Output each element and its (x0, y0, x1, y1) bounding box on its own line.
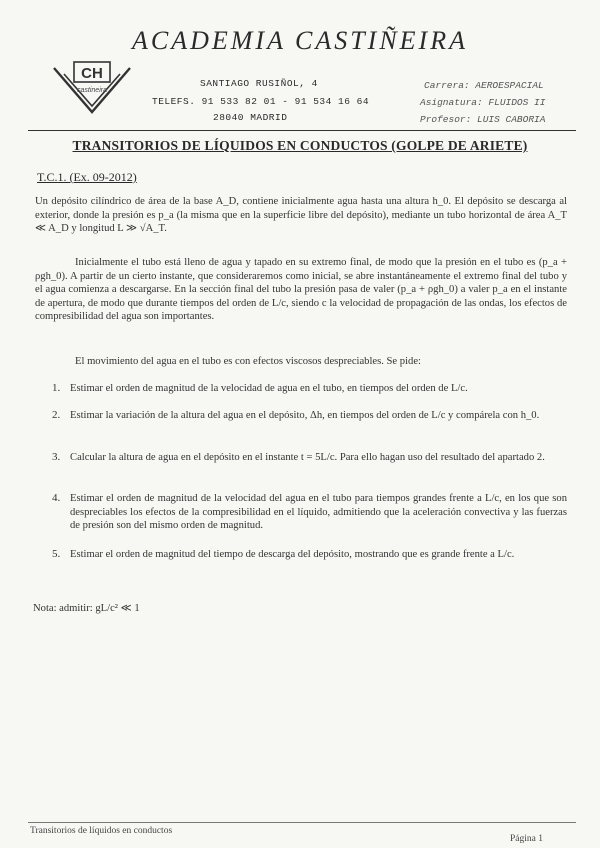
subject-line: Asignatura: FLUIDOS II (420, 97, 546, 108)
section-title: TRANSITORIOS DE LÍQUIDOS EN CONDUCTOS (GOLPE DE ARIETE) (72, 138, 528, 153)
item-number: 5. (52, 548, 61, 560)
item-text: Estimar el orden de magnitud del tiempo de descarga del depósito, mostrando que es grande frente a L/c. (70, 549, 515, 560)
item-text: Calcular la altura de agua en el depósito en el instante t = 5L/c. Para ello hagan uso del resultado del apartado 2. (70, 452, 545, 463)
city-line: 28040 MADRID (213, 112, 288, 123)
item-number: 2. (52, 409, 61, 421)
phone-line: TELEFS. 91 533 82 01 - 91 534 16 64 (152, 96, 370, 107)
item-number: 1. (52, 382, 61, 394)
item-text: Estimar el orden de magnitud de la velocidad del agua en el tubo para tiempos grandes frente a L/c, en los que son despreciables los efectos de la compresibilidad en el líquido, admitiendo que la aceleración convectiva y las fuerzas de presión son del mismo orden de magnitud. (70, 493, 567, 532)
academy-logo (50, 56, 134, 126)
item-number: 4. (52, 492, 61, 504)
item-text: Estimar el orden de magnitud de la velocidad de agua en el tubo, en tiempos del orden de L/c. (70, 383, 468, 394)
teacher-line: Profesor: LUIS CABORIA (420, 114, 546, 125)
academy-title: ACADEMIA CASTIÑEIRA (132, 26, 468, 55)
paragraph-2: Inicialmente el tubo está lleno de agua y tapado en su extremo final, de modo que la presión en el tubo es (p_a + ρgh_0). A partir de un cierto instante, que consideraremos como inicial, se abre instantáneamente el extremo final del tubo y el agua comienza a descargarse. En la sección final del tubo la presión pasa de valer (p_a + ρgh_0) a valer p_a en el instante de apertura, de modo que durante tiempos del orden de L/c, siendo c la velocidad de propagación de las ondas, los efectos de compresibilidad del agua son importantes. (35, 257, 567, 323)
item-number: 3. (52, 451, 61, 463)
paragraph-1: Un depósito cilíndrico de área de la base A_D, contiene inicialmente agua hasta una altura h_0. El depósito se descarga al exterior, donde la presión es p_a (la misma que en la superficie libre del depósito), mediante un tubo horizontal de área A_T ≪ A_D y longitud L ≫ √A_T. (35, 196, 567, 235)
logo-text: CH (81, 65, 103, 82)
exercise-id: T.C.1. (Ex. 09-2012) (37, 170, 137, 184)
footer-divider (28, 822, 576, 823)
address-line: SANTIAGO RUSIÑOL, 4 (200, 78, 318, 89)
career-line: Carrera: AEROESPACIAL (424, 80, 544, 91)
footer-title: Transitorios de líquidos en conductos (30, 826, 173, 836)
logo-subtext: castineira (77, 87, 107, 94)
page-number: Página 1 (510, 834, 543, 844)
header-divider (28, 130, 576, 131)
item-text: Estimar la variación de la altura del agua en el depósito, Δh, en tiempos del orden de L/c y compárela con h_0. (70, 410, 540, 421)
note: Nota: admitir: gL/c² ≪ 1 (33, 603, 140, 614)
paragraph-3: El movimiento del agua en el tubo es con efectos viscosos despreciables. Se pide: (75, 356, 421, 367)
